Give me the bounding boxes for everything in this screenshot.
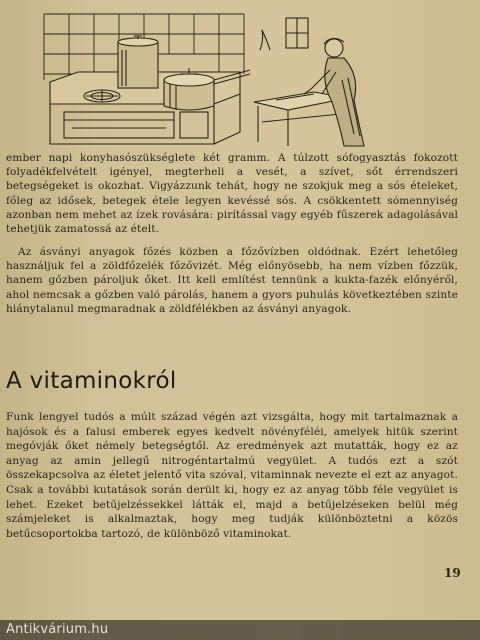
tall-pot bbox=[118, 36, 158, 88]
paragraph-2 bbox=[6, 245, 458, 316]
page-number: 19 bbox=[444, 566, 461, 580]
window bbox=[260, 18, 308, 50]
paragraph-3: Funk lengyel tudós a múlt század végén azt vizsgálta, hogy mit tartalmaznak a hajósok és a falusi emberek egyes kedvelt növényféléi, amelyek hitük szerint megóvják őket némely betegségtől. Az eredmények azt mutatták, hogy ez az anyag az amin jellegű nitrogéntartalmú vegyület. A tudós ezt a szót összekapcsolva az életet jelentő vita szóval, vitaminnak nevezte el ezt az anyagot. Csak a további kutatások során derült ki, hogy ez az anyag több féle vegyület is lehet. Ezeket betűjelzéssekkel látták el, majd a betűjelzéseken belül még számjeleket is alkalmaztak, hogy meg tudják különböztetni a közös betűcsoportokba tartozó, de különböző vitaminokat. bbox=[6, 411, 458, 540]
watermark-text: Antikvárium.hu bbox=[6, 622, 109, 637]
paragraph-1: ember napi konyhasószükséglete két gramm. A túlzott sófogyasztás fokozott folyadékfelvételt igényel, megterheli a vesét, a szívet, sőt érrendszeri betegségeket is okozhat. Vigyázzunk tehát, hogy ne szokjuk meg a sós ételeket, főleg az idősek, betegek étele legyen kevéssé sós. A csökkentett sómennyiség azonban nem mehet az ízek rovására: pirítással vagy egyéb fűszerek adagolásával tehetjük zamatossá az ételt. bbox=[6, 152, 458, 236]
watermark-bar bbox=[0, 620, 480, 640]
kitchen-illustration bbox=[14, 10, 466, 150]
paragraph-2-text: Az ásványi anyagok főzés közben a főzővízben oldódnak. Ezért lehetőleg használjuk fel a zöldfőzelék főzővizét. Még előnyösebb, ha nem vízben főzzük, hanem gőzben pároljuk őket. Itt kell említést tennünk a kukta-fazék előnyéről, ahol nemcsak a gőzben való párolás, hanem a gyors puhulás következtében szinte hiánytalanul megmaradnak a zöldfélékben az ásványi anyagok. bbox=[6, 246, 458, 315]
section-heading: A vitaminokról bbox=[6, 368, 177, 394]
